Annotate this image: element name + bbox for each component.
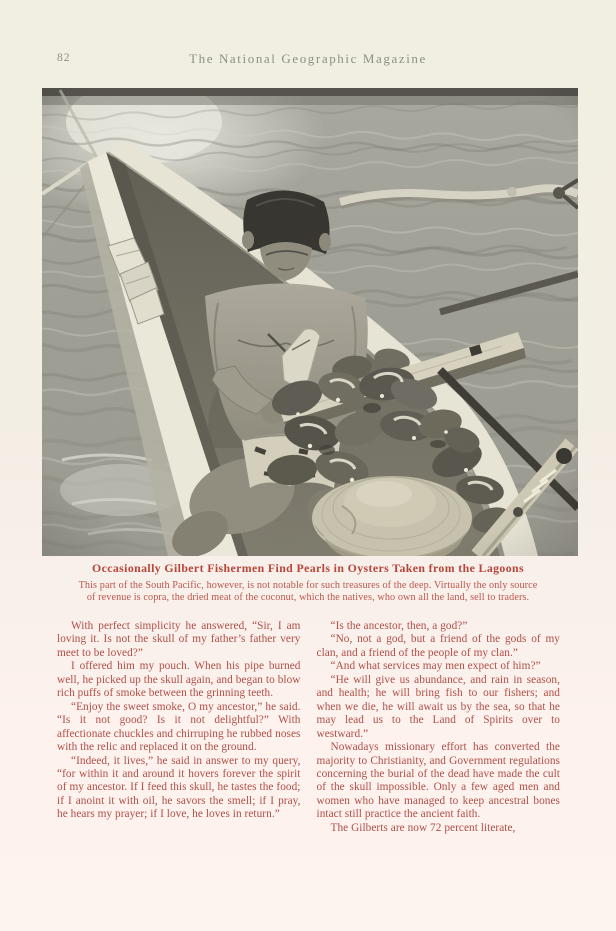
lagoon-photo: [42, 88, 578, 556]
page-number: 82: [57, 52, 71, 64]
photo-vignette: [42, 88, 578, 556]
page-header: [0, 51, 616, 67]
paragraph: “No, not a god, but a friend of the gods of my clan, and a friend of the people of my clan.”: [316, 633, 560, 659]
paragraph: “And what services may men expect of him?”: [330, 660, 541, 673]
caption-line: of revenue is copra, the dried meat of the coconut, which the natives, who own all the land, sell to traders.: [86, 592, 530, 604]
paragraph: With perfect simplicity he answered, “Sir, I am loving it. Is not the skull of my father’s father very meet to be loved?”: [57, 620, 301, 659]
photo-caption-title: Occasionally Gilbert Fishermen Find Pearls in Oysters Taken from the Lagoons: [92, 561, 524, 575]
left-column: [57, 620, 301, 835]
caption-line: This part of the South Pacific, however, is not notable for such treasures of the deep. Virtually the only source: [78, 580, 538, 591]
photo-caption-text: [30, 580, 586, 605]
paragraph: The Gilberts are now 72 percent literate,: [330, 821, 516, 834]
paragraph: Nowadays missionary effort has converted the majority to Christianity, and Government regulations concerning the burial of the dead have made the cult of the skull impossible. Only a few aged men and women who have managed to keep ancestral bones intact still practice the ancient faith.: [316, 741, 560, 821]
article-body: [57, 620, 560, 835]
right-column: [317, 620, 561, 835]
paragraph: “Indeed, it lives,” he said in answer to my query, “for within it and around it hovers forever the spirit of my ancestor. If I feed this skull, he tastes the food; if I anoint it with oil, he savors the smell; if I pray, he hears my prayer; if I love, he loves in return.”: [57, 754, 301, 821]
paragraph: “Is the ancestor, then, a god?”: [330, 620, 468, 632]
paragraph: “Enjoy the sweet smoke, O my ancestor,” he said. “Is it not good? Is it not delightful?” With affectionate chuckles and chirruping he rubbed noses with the relic and replaced it on the ground.: [57, 700, 301, 754]
magazine-title: The National Geographic Magazine: [189, 51, 427, 66]
photo-illustration: [42, 88, 578, 556]
paragraph: I offered him my pouch. When his pipe burned well, he picked up the skull again, and began to blow rich puffs of smoke between the grinning teeth.: [57, 660, 301, 700]
paragraph: “He will give us abundance, and rain in season, and health; he will bring fish to our fishers; and when we die, he will await us by the sea, so that he may lead us to the Land of Spirits over to westward.”: [316, 673, 560, 740]
